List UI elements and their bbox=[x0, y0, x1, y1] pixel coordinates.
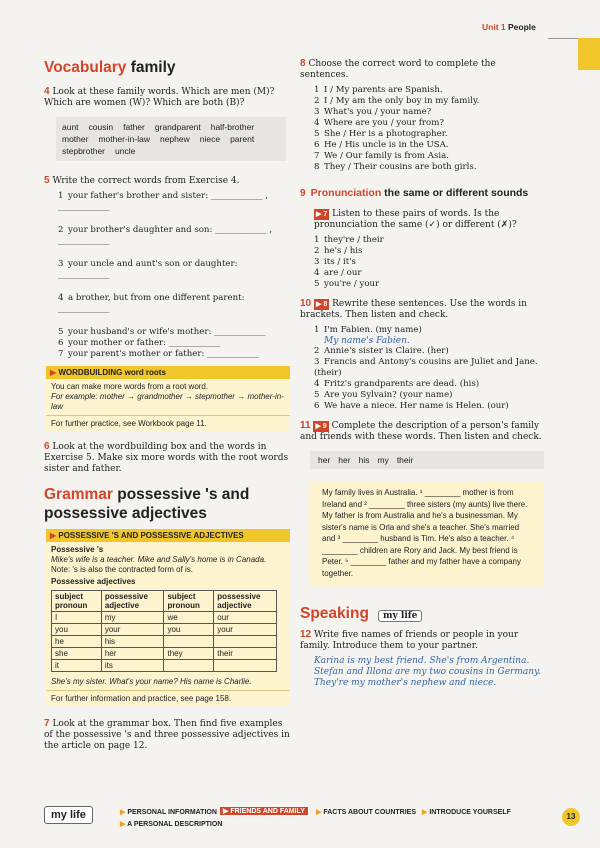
ex6-number: 6 bbox=[44, 441, 50, 452]
ex11-track: 9 bbox=[322, 423, 327, 430]
item-text: you're / your bbox=[324, 279, 380, 289]
exercise-10 bbox=[300, 298, 544, 321]
ex11-paragraph: My family lives in Australia. ¹ ________ mother is from Ireland and ² ________ three sisters (my aunts) live there. My father is from Australia and he's a businessman. My sister's name is Orla and she's a teacher. She's married and ³ ________ husband is Tim. He's also a teacher. ⁴ ________ children are Rory and Jack. My best friend is Peter. ⁵ ________ father and my father have a company together. bbox=[310, 481, 544, 585]
list-item bbox=[314, 346, 544, 357]
ex10-number: 10 bbox=[300, 298, 312, 309]
word-item: aunt bbox=[62, 122, 79, 132]
ex10-handwritten-answer: My name's Fabien. bbox=[324, 336, 410, 346]
list-item bbox=[58, 293, 290, 315]
item-text: They / Their cousins are both girls. bbox=[324, 162, 477, 172]
item-text: a brother, but from one different parent: ____________ bbox=[58, 293, 245, 314]
item-number: 7 bbox=[58, 349, 64, 359]
wordbuilding-head: ▶ WORDBUILDING word roots bbox=[46, 366, 290, 379]
list-item bbox=[58, 349, 290, 360]
table-cell: possessive adjective bbox=[214, 591, 277, 612]
item-text: I / My parents are Spanish. bbox=[324, 85, 443, 95]
item-text: are / our bbox=[324, 268, 362, 278]
item-text: he's / his bbox=[324, 246, 363, 256]
list-item bbox=[314, 357, 544, 379]
word-item: my bbox=[377, 455, 389, 465]
table-row bbox=[52, 660, 277, 672]
grammar-box-body bbox=[46, 542, 290, 690]
grammar-ex2: She's my sister. What's your name? His name is Charlie. bbox=[51, 677, 252, 686]
exercise-11 bbox=[300, 420, 544, 443]
item-number: 5 bbox=[314, 390, 320, 400]
footer-item-friends-family[interactable]: ▶ FRIENDS AND FAMILY bbox=[220, 807, 308, 815]
ex5-number: 5 bbox=[44, 175, 50, 186]
table-cell: your bbox=[101, 624, 164, 636]
table-cell bbox=[214, 636, 277, 648]
word-item: her bbox=[318, 455, 331, 465]
footer-item-label: PERSONAL INFORMATION bbox=[127, 809, 217, 816]
footer-item-introduce[interactable]: ▶ INTRODUCE YOURSELF bbox=[422, 809, 511, 816]
item-number: 2 bbox=[58, 225, 64, 235]
item-text: your brother's daughter and son: ____________ , ____________ bbox=[58, 225, 273, 246]
my-life-logo: my life bbox=[44, 806, 93, 824]
pronunciation-title bbox=[311, 187, 529, 199]
ex11-word-box bbox=[310, 451, 544, 469]
wordbuilding-box bbox=[46, 366, 290, 431]
list-item bbox=[58, 338, 290, 349]
word-item: their bbox=[396, 455, 414, 465]
table-cell: their bbox=[214, 648, 277, 660]
item-number: 5 bbox=[314, 129, 320, 139]
ex11-text: Complete the description of a person's family and friends with these words. Then listen and check. bbox=[300, 421, 542, 442]
list-item bbox=[314, 235, 544, 246]
exercise-4 bbox=[44, 86, 290, 109]
wordbuilding-line2: For example: mother → grandmother → stepmother → mother-in-law bbox=[51, 392, 284, 411]
my-life-tag: my life bbox=[378, 610, 422, 622]
grammar-title-hl: Grammar bbox=[44, 486, 113, 503]
ex9-list bbox=[314, 235, 544, 290]
pron-title-hl: Pronunciation bbox=[310, 187, 382, 199]
word-item: father bbox=[123, 122, 145, 132]
list-item bbox=[58, 191, 290, 213]
list-item bbox=[314, 85, 544, 96]
word-item: mother-in-law bbox=[98, 134, 150, 144]
list-item bbox=[314, 118, 544, 129]
exercise-6 bbox=[44, 441, 290, 475]
table-cell: you bbox=[164, 624, 214, 636]
table-cell: subject pronoun bbox=[52, 591, 102, 612]
ex9-track: 7 bbox=[323, 211, 328, 218]
word-item: niece bbox=[199, 134, 221, 144]
list-item bbox=[58, 259, 290, 281]
word-item: mother bbox=[62, 134, 89, 144]
grammar-sub1: Possessive 's bbox=[51, 545, 104, 554]
grammar-box-head-text: POSSESSIVE 'S AND POSSESSIVE ADJECTIVES bbox=[58, 531, 244, 540]
vocab-title bbox=[44, 58, 290, 77]
ex4-number: 4 bbox=[44, 86, 50, 97]
item-text: Francis and Antony's cousins are Juliet and Jane. (their) bbox=[314, 357, 538, 378]
table-cell bbox=[164, 636, 214, 648]
grammar-ex1: Mike's wife is a teacher. Mike and Sally's home is in Canada. bbox=[51, 555, 267, 564]
unit-topic: People bbox=[508, 22, 536, 32]
item-text: She / Her is a photographer. bbox=[324, 129, 448, 139]
table-row bbox=[52, 612, 277, 624]
item-number: 1 bbox=[314, 325, 320, 335]
ex9-number: 9 bbox=[300, 188, 306, 199]
table-cell: subject pronoun bbox=[164, 591, 214, 612]
table-row bbox=[52, 648, 277, 660]
list-item bbox=[314, 246, 544, 257]
list-item bbox=[58, 327, 290, 338]
footer-item-label: FRIENDS AND FAMILY bbox=[230, 808, 305, 815]
table-cell: your bbox=[214, 624, 277, 636]
item-text: Are you Sylvain? (your name) bbox=[324, 390, 453, 400]
table-cell: possessive adjective bbox=[101, 591, 164, 612]
ex9-instructions bbox=[314, 209, 544, 231]
ex8-number: 8 bbox=[300, 58, 306, 69]
pron-title-rest: the same or different sounds bbox=[381, 187, 529, 199]
table-cell: she bbox=[52, 648, 102, 660]
grammar-box-head: ▶ POSSESSIVE 'S AND POSSESSIVE ADJECTIVES bbox=[46, 529, 290, 542]
grammar-further: For further information and practice, see page 158. bbox=[46, 690, 290, 706]
ex11-number: 11 bbox=[300, 420, 311, 431]
item-number: 2 bbox=[314, 346, 320, 356]
item-text: its / it's bbox=[324, 257, 356, 267]
table-cell bbox=[214, 660, 277, 672]
footer-item-label: A PERSONAL DESCRIPTION bbox=[127, 821, 223, 828]
unit-label: Unit 1 bbox=[482, 22, 506, 32]
ex5-list bbox=[58, 191, 290, 360]
item-number: 7 bbox=[314, 151, 320, 161]
ex10-text: Rewrite these sentences. Use the words in brackets. Then listen and check. bbox=[300, 299, 527, 320]
list-item bbox=[314, 96, 544, 107]
item-text: I / My am the only boy in my family. bbox=[324, 96, 480, 106]
audio-track-icon[interactable]: ▶ 9 bbox=[315, 423, 327, 430]
pronunciation-heading bbox=[300, 181, 544, 203]
item-number: 5 bbox=[314, 279, 320, 289]
item-number: 1 bbox=[314, 235, 320, 245]
footer-item-facts[interactable]: ▶ FACTS ABOUT COUNTRIES bbox=[316, 809, 417, 816]
table-cell: they bbox=[164, 648, 214, 660]
wordbuilding-head-text: WORDBUILDING word roots bbox=[58, 368, 166, 377]
list-item bbox=[314, 140, 544, 151]
item-number: 3 bbox=[314, 257, 320, 267]
page-tab bbox=[578, 38, 600, 70]
ex5-text: Write the correct words from Exercise 4. bbox=[52, 176, 240, 186]
audio-track-icon[interactable]: ▶ 8 bbox=[316, 301, 328, 308]
speaking-heading bbox=[300, 603, 544, 623]
exercise-5 bbox=[44, 175, 290, 187]
ex12-number: 12 bbox=[300, 629, 312, 640]
table-cell: he bbox=[52, 636, 102, 648]
footer-item-description[interactable]: ▶ A PERSONAL DESCRIPTION bbox=[120, 821, 223, 828]
table-cell: his bbox=[101, 636, 164, 648]
list-item bbox=[58, 225, 290, 247]
exercise-12 bbox=[300, 629, 544, 652]
word-item: stepbrother bbox=[62, 146, 105, 156]
ex8-text: Choose the correct word to complete the sentences. bbox=[300, 59, 496, 80]
item-number: 6 bbox=[58, 338, 64, 348]
wordbuilding-line1: You can make more words from a root word. bbox=[51, 382, 209, 391]
ex7-number: 7 bbox=[44, 718, 50, 729]
ex9-text: Listen to these pairs of words. Is the pronunciation the same (✓) or different (✗)? bbox=[314, 209, 517, 230]
word-item: his bbox=[358, 455, 370, 465]
table-cell: her bbox=[101, 648, 164, 660]
word-item: parent bbox=[230, 134, 255, 144]
list-item bbox=[314, 379, 544, 390]
vocab-title-rest: family bbox=[126, 59, 176, 76]
table-header-row bbox=[52, 591, 277, 612]
item-number: 1 bbox=[58, 191, 64, 201]
item-number: 1 bbox=[314, 85, 320, 95]
footer-item-label: INTRODUCE YOURSELF bbox=[429, 809, 511, 816]
footer-item-personal-info[interactable]: ▶ PERSONAL INFORMATION bbox=[120, 809, 217, 816]
item-text: Where are you / your from? bbox=[324, 118, 444, 128]
item-text: your father's brother and sister: ____________ , ____________ bbox=[58, 191, 268, 212]
table-cell: I bbox=[52, 612, 102, 624]
item-number: 4 bbox=[314, 268, 320, 278]
item-number: 2 bbox=[314, 246, 320, 256]
item-text: Fritz's grandparents are dead. (his) bbox=[324, 379, 480, 389]
table-cell: you bbox=[52, 624, 102, 636]
ex12-handwritten-answer: Karina is my best friend. She's from Argentina. Stefan and Illona are my two cousins in Germany. They're my mother's nephew and niece. bbox=[314, 656, 541, 688]
word-item: nephew bbox=[159, 134, 190, 144]
item-number: 2 bbox=[314, 96, 320, 106]
ex7-text: Look at the grammar box. Then find five examples of the possessive 's and three possessive adjectives in the article on page 12. bbox=[44, 719, 290, 751]
list-item bbox=[314, 325, 544, 336]
list-item bbox=[314, 390, 544, 401]
word-item: half-brother bbox=[210, 122, 255, 132]
item-text: your uncle and aunt's son or daughter: ____________ bbox=[58, 259, 238, 280]
item-number: 6 bbox=[314, 140, 320, 150]
item-number: 3 bbox=[58, 259, 64, 269]
right-column bbox=[300, 58, 544, 689]
item-text: your husband's or wife's mother: ____________ bbox=[68, 327, 266, 337]
item-number: 3 bbox=[314, 107, 320, 117]
list-item bbox=[314, 268, 544, 279]
word-item: her bbox=[338, 455, 351, 465]
ex10-list bbox=[314, 325, 544, 412]
list-item bbox=[314, 151, 544, 162]
item-text: We have a niece. Her name is Helen. (our) bbox=[324, 401, 509, 411]
list-item bbox=[314, 279, 544, 290]
footer-item-label: FACTS ABOUT COUNTRIES bbox=[323, 809, 417, 816]
item-text: your mother or father: ____________ bbox=[68, 338, 221, 348]
item-number: 6 bbox=[314, 401, 320, 411]
word-box bbox=[56, 117, 286, 161]
ex8-list bbox=[314, 85, 544, 173]
audio-track-icon[interactable]: ▶ 7 bbox=[316, 211, 328, 218]
table-cell: our bbox=[214, 612, 277, 624]
item-text: We / Our family is from Asia. bbox=[324, 151, 449, 161]
footer bbox=[44, 800, 582, 836]
item-number: 4 bbox=[314, 118, 320, 128]
table-row bbox=[52, 636, 277, 648]
exercise-7 bbox=[44, 718, 290, 752]
word-item: cousin bbox=[88, 122, 114, 132]
list-item bbox=[314, 162, 544, 173]
item-number: 3 bbox=[314, 357, 320, 367]
item-text: I'm Fabien. (my name) bbox=[324, 325, 422, 335]
word-item: uncle bbox=[115, 146, 136, 156]
grammar-sub2: Possessive adjectives bbox=[51, 577, 136, 586]
item-text: your parent's mother or father: ____________ bbox=[68, 349, 259, 359]
ex6-text: Look at the wordbuilding box and the words in Exercise 5. Make six more words with the root words sister and father. bbox=[44, 442, 289, 474]
item-text: What's you / your name? bbox=[324, 107, 432, 117]
speaking-title: Speaking bbox=[300, 605, 369, 622]
item-number: 4 bbox=[58, 293, 64, 303]
table-cell: it bbox=[52, 660, 102, 672]
list-item bbox=[314, 401, 544, 412]
unit-header bbox=[482, 22, 536, 32]
ex10-track: 8 bbox=[323, 301, 328, 308]
item-number: 4 bbox=[314, 379, 320, 389]
item-text: Annie's sister is Claire. (her) bbox=[324, 346, 449, 356]
list-item bbox=[314, 257, 544, 268]
vocab-title-hl: Vocabulary bbox=[44, 59, 127, 76]
item-number: 8 bbox=[314, 162, 320, 172]
grammar-box bbox=[46, 529, 290, 706]
list-item bbox=[314, 107, 544, 118]
table-cell: my bbox=[101, 612, 164, 624]
wordbuilding-body bbox=[46, 379, 290, 415]
ex12-text: Write five names of friends or people in your family. Introduce them to your partner. bbox=[300, 630, 519, 651]
grammar-title-rest: possessive 's and possessive adjectives bbox=[44, 486, 250, 522]
grammar-note: Note: 's is also the contracted form of is. bbox=[51, 565, 194, 574]
table-row bbox=[52, 624, 277, 636]
item-text: He / His uncle is in the USA. bbox=[324, 140, 449, 150]
page-number: 13 bbox=[562, 808, 580, 826]
table-cell: its bbox=[101, 660, 164, 672]
ex4-text: Look at these family words. Which are men (M)? Which are women (W)? Which are both (B)? bbox=[44, 87, 275, 108]
wordbuilding-further: For further practice, see Workbook page 11. bbox=[46, 415, 290, 431]
word-item: grandparent bbox=[154, 122, 201, 132]
item-text: they're / their bbox=[324, 235, 384, 245]
grammar-title bbox=[44, 485, 290, 523]
list-item bbox=[314, 129, 544, 140]
item-number: 5 bbox=[58, 327, 64, 337]
table-cell bbox=[164, 660, 214, 672]
exercise-8 bbox=[300, 58, 544, 81]
left-column bbox=[44, 58, 290, 752]
possessive-table bbox=[51, 590, 277, 672]
table-cell: we bbox=[164, 612, 214, 624]
